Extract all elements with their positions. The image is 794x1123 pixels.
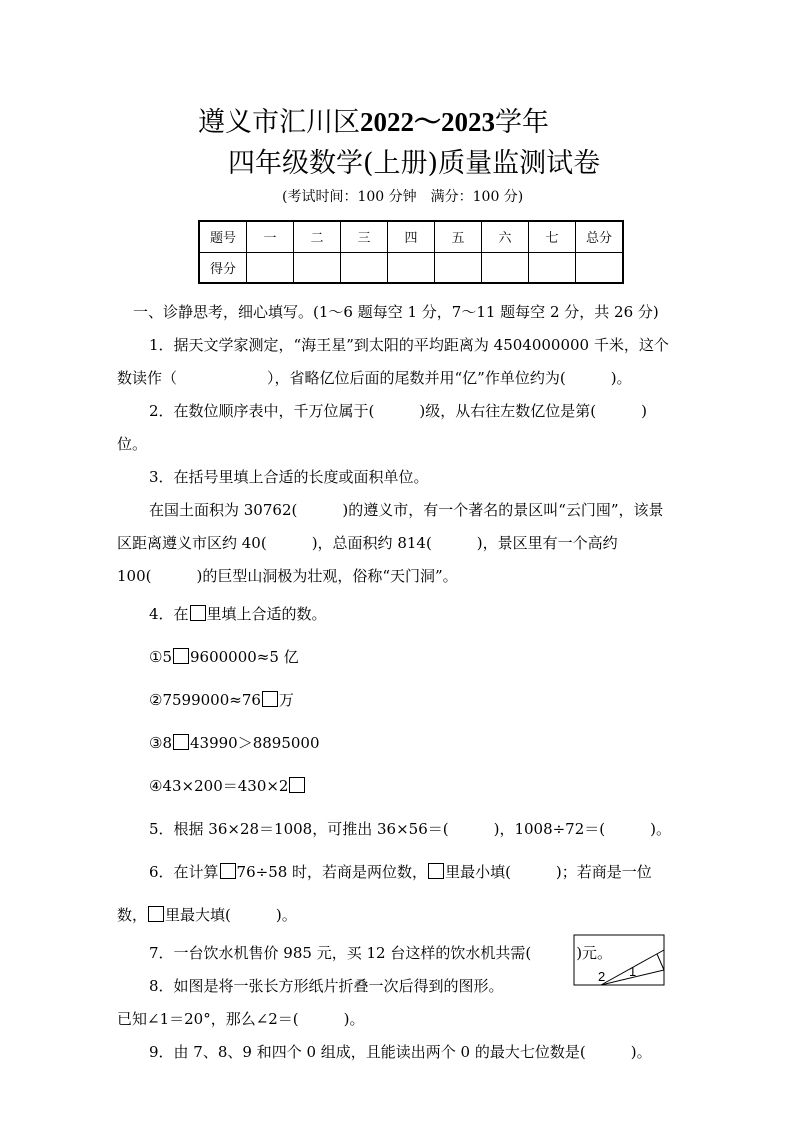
answer-box[interactable] [190,605,206,621]
score-table-header-label: 题号 [199,221,247,252]
q7-line: 7．一台饮水机售价 985 元，买 12 台这样的饮水机共需( )元。 [149,944,613,962]
q8-line1: 8．如图是将一张长方形纸片折叠一次后得到的图形。 [149,977,504,995]
score-cell [247,252,294,283]
q2-line1: 2．在数位顺序表中，千万位属于( )级，从右往左数亿位是第( ) [149,402,647,420]
q9-line: 9．由 7、8、9 和四个 0 组成，且能读出两个 0 的最大七位数是( )。 [149,1043,652,1061]
q3-line2: 在国土面积为 30762( )的遵义市，有一个著名的景区叫“云门囤”，该景 [149,501,664,519]
answer-box[interactable] [220,863,236,879]
q6-pre: 6．在计算 [149,863,219,881]
score-col-4: 四 [388,221,435,252]
q4-item-1-post: 9600000≈5 亿 [190,648,299,666]
q4-item-1-pre: ①5 [149,648,172,666]
title-year: 2022～2023 [360,107,495,137]
answer-box[interactable] [289,777,305,793]
q2-line2: 位。 [117,435,148,453]
score-cell [435,252,482,283]
answer-box[interactable] [148,906,164,922]
score-col-2: 二 [294,221,341,252]
score-cell [388,252,435,283]
score-col-3: 三 [341,221,388,252]
q1-line2: 数读作（ ），省略亿位后面的尾数并用“亿”作单位约为( )。 [117,369,632,387]
score-col-1: 一 [247,221,294,252]
score-col-7: 七 [529,221,576,252]
score-col-6: 六 [482,221,529,252]
exam-info: (考试时间：100 分钟 满分：100 分) [282,189,524,205]
q5-line: 5．根据 36×28＝1008，可推出 36×56＝( )，1008÷72＝( )。 [149,820,671,838]
score-cell [482,252,529,283]
score-table [198,220,624,284]
folded-rectangle-figure [573,934,665,986]
score-col-total: 总分 [576,221,624,252]
title-school-year: 学年 [495,107,549,138]
q8-line2: 已知∠1＝20°，那么∠2＝( )。 [117,1010,365,1028]
q4-item-3-post: 43990＞8895000 [190,734,320,752]
q3-line3: 区距离遵义市区约 40( )，总面积约 814( )，景区里有一个高约 [117,534,618,552]
q4-line [117,593,679,636]
q4-item-4-pre: ④43×200＝430×2 [149,777,289,795]
score-col-5: 五 [435,221,482,252]
q4-post: 里填上合适的数。 [206,605,327,623]
angle-label-2: 2 [598,969,606,984]
title-district: 遵义市汇川区 [198,107,360,138]
q1-line1: 1．据天文学家测定，“海王星”到太阳的平均距离为 4504000000 千米，这个 [149,336,669,354]
q4-item-2-post: 万 [278,691,294,709]
q6-l2-pre: 数， [117,906,148,924]
score-cell [341,252,388,283]
q4-item-1 [117,636,679,679]
q4-item-3-pre: ③8 [149,734,172,752]
score-cell [529,252,576,283]
q6-line1 [117,851,679,894]
q3-line4: 100( )的巨型山洞极为壮观，俗称“天门洞”。 [117,567,458,585]
q6-mid2: 里最小填( )；若商是一位 [445,863,652,881]
q4-pre: 4．在 [149,605,189,623]
answer-box[interactable] [173,734,189,750]
q6-mid: 76÷58 时，若商是两位数， [236,863,428,881]
q3-line1: 3．在括号里填上合适的长度或面积单位。 [149,468,429,486]
answer-box[interactable] [428,863,444,879]
score-cell [294,252,341,283]
title-line1 [198,100,549,139]
q4-item-4 [117,765,679,808]
score-cell [576,252,624,283]
q6-l2-post: 里最大填( )。 [165,906,297,924]
title-line2: 四年级数学(上册)质量监测试卷 [228,148,601,179]
q6-line2 [117,894,679,937]
score-table-header-row [199,221,623,252]
answer-box[interactable] [262,691,278,707]
q4-item-2-pre: ②7599000≈76 [149,691,261,709]
fold-edge [657,954,664,970]
section-1-heading: 一、诊静思考，细心填写。(1～6 题每空 1 分，7～11 题每空 2 分，共 26 分) [133,303,659,321]
score-row-label: 得分 [199,252,247,283]
q4-item-3 [117,722,679,765]
figure-rectangle [574,935,664,985]
angle-label-1: 1 [629,964,637,979]
answer-box[interactable] [173,648,189,664]
score-table-score-row [199,252,623,283]
q4-item-2 [117,679,679,722]
